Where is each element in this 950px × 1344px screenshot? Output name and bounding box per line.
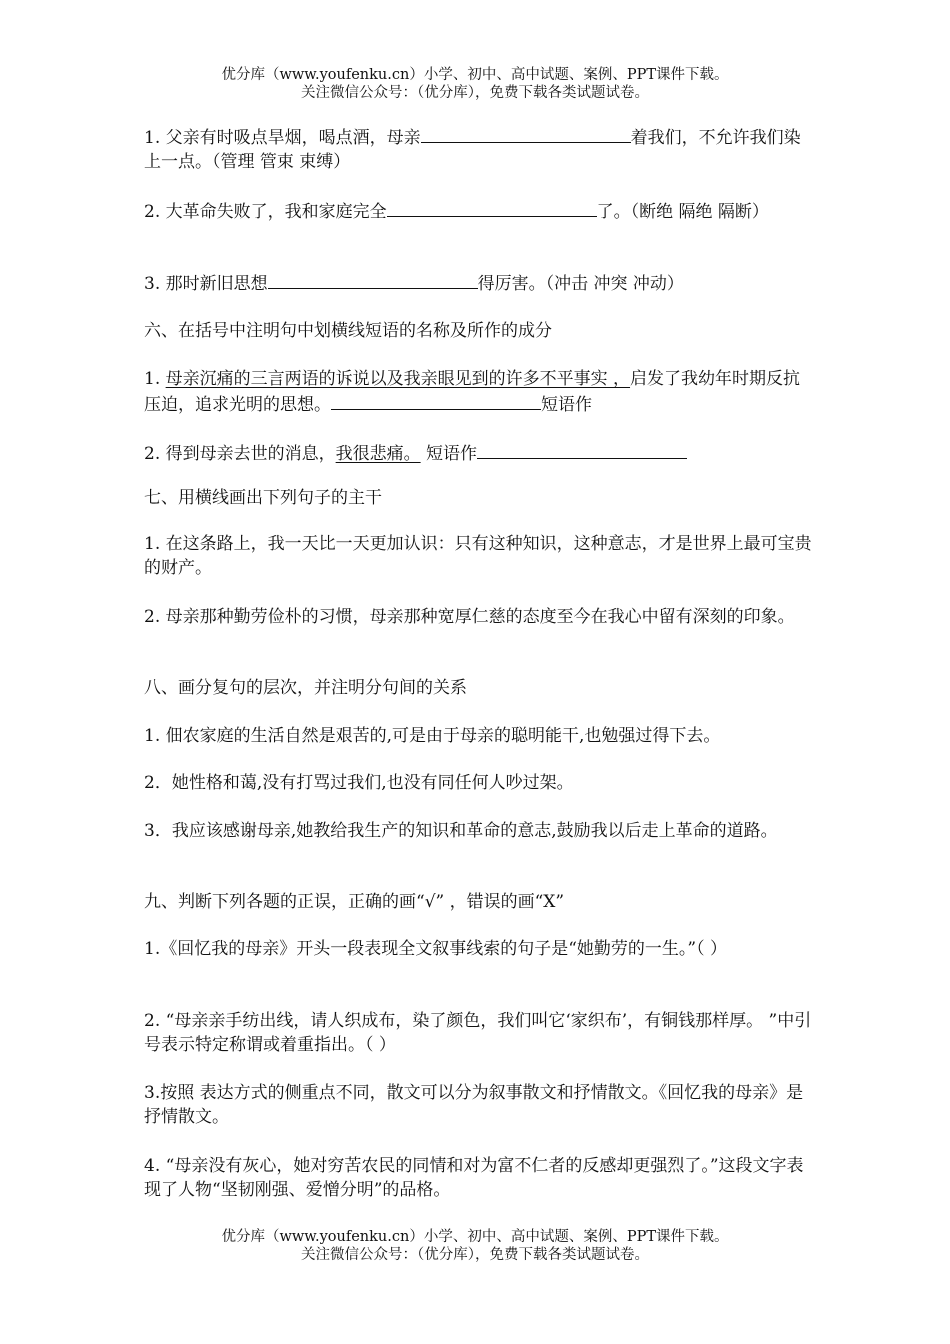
s6-q1-number: 1. <box>144 369 166 389</box>
s8-question-2: 2．她性格和蔼,没有打骂过我们,也没有同任何人吵过架。 <box>144 773 574 793</box>
s8-question-1: 1. 佃农家庭的生活自然是艰苦的,可是由于母亲的聪明能干,也勉强过得下去。 <box>144 726 721 746</box>
s8-question-3: 3．我应该感谢母亲,她教给我生产的知识和革命的意志,鼓励我以后走上革命的道路。 <box>144 821 778 841</box>
s9-question-1: 1.《回忆我的母亲》开头一段表现全文叙事线索的句子是“她勤劳的一生。”（ ） <box>144 939 728 959</box>
answer-blank[interactable] <box>421 124 631 143</box>
s5-question-3 <box>144 270 684 296</box>
s6-question-2 <box>144 440 687 466</box>
s6-q2-suffix: 短语作 <box>420 444 478 464</box>
s9-question-2: 2. “母亲亲手纺出线，请人织成布，染了颜色，我们叫它‘家织布’，有铜钱那样厚。 ”中引号表示特定称谓或着重指出。（ ） <box>144 1011 812 1055</box>
section-9-title: 九、判断下列各题的正误，正确的画“√” ，错误的画“X” <box>144 892 565 912</box>
footer-line-1: 优分库（www.youfenku.cn）小学、初中、高中试题、案例、PPT课件下载。 <box>221 1229 729 1245</box>
s5-question-2 <box>144 198 769 224</box>
s6-q1-text: 启发了我幼年时期反抗压迫，追求光明的思想。 <box>144 369 801 415</box>
s7-question-1: 1. 在这条路上，我一天比一天更加认识：只有这种知识，这种意志，才是世界上最可宝贵的财产。 <box>144 534 812 578</box>
section-6-title: 六、在括号中注明句中划横线短语的名称及所作的成分 <box>144 321 552 341</box>
s5-question-1 <box>144 124 812 174</box>
s6-q1-suffix: 短语作 <box>541 395 592 415</box>
s7-question-2: 2. 母亲那种勤劳俭朴的习惯，母亲那种宽厚仁慈的态度至今在我心中留有深刻的印象。 <box>144 607 795 627</box>
answer-blank[interactable] <box>387 198 597 217</box>
answer-blank[interactable] <box>477 440 687 459</box>
section-7-title: 七、用横线画出下列句子的主干 <box>144 488 382 508</box>
s5-q1-text-b: 着我们，不允许我们染上一点。（管理 管束 束缚） <box>144 128 801 172</box>
page-footer <box>0 1228 950 1264</box>
header-line-2: 关注微信公众号：（优分库），免费下载各类试题试卷。 <box>301 85 649 101</box>
s9-question-3: 3.按照 表达方式的侧重点不同，散文可以分为叙事散文和抒情散文。《回忆我的母亲》是抒情散文。 <box>144 1083 804 1127</box>
s9-question-4: 4. “母亲没有灰心，她对穷苦农民的同情和对为富不仁者的反感却更强烈了。”这段文字表现了人物“坚韧刚强、爱憎分明”的品格。 <box>144 1156 804 1200</box>
s6-q1-underlined-phrase: 母亲沉痛的三言两语的诉说以及我亲眼见到的许多不平事实 ， <box>165 369 631 389</box>
s5-q2-text-a: 2. 大革命失败了，我和家庭完全 <box>144 202 387 222</box>
s6-question-1 <box>144 367 812 417</box>
section-8-title: 八、画分复句的层次，并注明分句间的关系 <box>144 678 467 698</box>
s6-q2-text: 2. 得到母亲去世的消息， <box>144 444 336 464</box>
page-header <box>0 66 950 102</box>
s5-q3-text-b: 得厉害。（冲击 冲突 冲动） <box>477 274 684 294</box>
s5-q3-text-a: 3. 那时新旧思想 <box>144 274 268 294</box>
s5-q2-text-b: 了。（断绝 隔绝 隔断） <box>596 202 769 222</box>
answer-blank[interactable] <box>268 270 478 289</box>
s5-q1-text-a: 1. 父亲有时吸点旱烟，喝点酒，母亲 <box>144 128 421 148</box>
s6-q2-underlined-phrase: 我很悲痛。 <box>335 444 421 464</box>
answer-blank[interactable] <box>331 391 541 410</box>
footer-line-2: 关注微信公众号：（优分库），免费下载各类试题试卷。 <box>301 1247 649 1263</box>
header-line-1: 优分库（www.youfenku.cn）小学、初中、高中试题、案例、PPT课件下载。 <box>221 67 729 83</box>
